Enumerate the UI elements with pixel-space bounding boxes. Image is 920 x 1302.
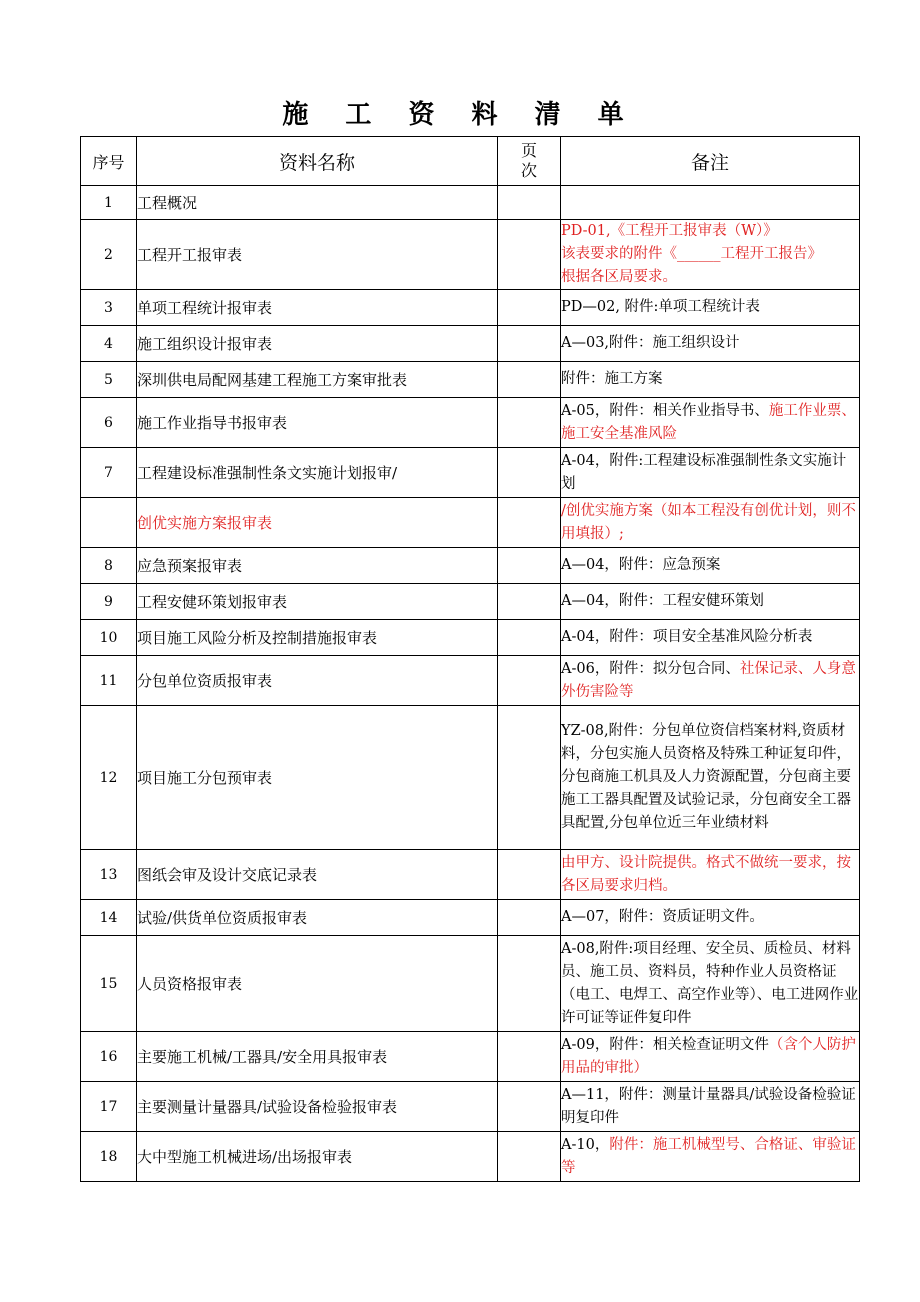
document-name: 单项工程统计报审表 (137, 290, 498, 326)
document-table (80, 136, 860, 1182)
row-number: 5 (81, 362, 137, 398)
row-number: 1 (81, 186, 137, 220)
row-number: 2 (81, 220, 137, 290)
row-number: 15 (81, 936, 137, 1032)
remark-text: A-10， (561, 1136, 610, 1153)
page-count-cell (498, 220, 561, 290)
remark-cell (561, 706, 860, 850)
remark-cell (561, 362, 860, 398)
row-number: 12 (81, 706, 137, 850)
remark-text: A-04，附件:工程建设标准强制性条文实施计划 (561, 452, 847, 492)
document-name: 工程概况 (137, 186, 498, 220)
header-page-b: 次 (520, 161, 537, 180)
remark-cell (561, 850, 860, 900)
header-note: 备注 (561, 137, 860, 186)
remark-cell (561, 1082, 860, 1132)
remark-text: 附件：施工机械型号、合格证、审验证等 (561, 1136, 856, 1176)
page-count-cell (498, 186, 561, 220)
remark-text: 施工作业票、施工安全基准风险 (561, 402, 856, 442)
remark-text: 根据各区局要求。 (561, 269, 677, 285)
document-name: 项目施工分包预审表 (137, 706, 498, 850)
page-count-cell (498, 548, 561, 584)
row-number: 6 (81, 398, 137, 448)
header-page-a: 页 (520, 141, 537, 160)
document-name: 创优实施方案报审表 (137, 498, 498, 548)
document-name: 施工组织设计报审表 (137, 326, 498, 362)
remark-text: PD-01,《工程开工报审表（W）》 (561, 223, 778, 239)
page-count-cell (498, 326, 561, 362)
remark-cell (561, 548, 860, 584)
remark-cell (561, 656, 860, 706)
remark-text: A-06，附件：拟分包合同、 (561, 660, 740, 677)
document-name: 施工作业指导书报审表 (137, 398, 498, 448)
table-row (81, 1132, 860, 1182)
page-count-cell (498, 706, 561, 850)
table-header-row (81, 137, 860, 186)
table-row (81, 936, 860, 1032)
remark-text: A-09，附件：相关检查证明文件 (561, 1036, 769, 1053)
remark-text: A—07，附件：资质证明文件。 (561, 909, 764, 925)
remark-text: A—04，附件：工程安健环策划 (561, 593, 764, 609)
page-count-cell (498, 900, 561, 936)
header-page (498, 137, 561, 186)
remark-cell (561, 1132, 860, 1182)
page-count-cell (498, 620, 561, 656)
remark-cell (561, 1032, 860, 1082)
remark-cell (561, 936, 860, 1032)
row-number (81, 498, 137, 548)
table-row (81, 900, 860, 936)
page-count-cell (498, 1132, 561, 1182)
page-count-cell (498, 290, 561, 326)
row-number: 10 (81, 620, 137, 656)
remark-cell (561, 498, 860, 548)
row-number: 9 (81, 584, 137, 620)
table-row (81, 1082, 860, 1132)
remark-text: A-05，附件：相关作业指导书、 (561, 402, 769, 419)
remark-cell (561, 398, 860, 448)
table-row (81, 220, 860, 290)
page-count-cell (498, 936, 561, 1032)
page-count-cell (498, 1032, 561, 1082)
document-name: 工程建设标准强制性条文实施计划报审/ (137, 448, 498, 498)
table-row (81, 706, 860, 850)
remark-cell (561, 448, 860, 498)
document-name: 应急预案报审表 (137, 548, 498, 584)
remark-text: A—11，附件：测量计量器具/试验设备检验证明复印件 (561, 1086, 856, 1126)
remark-text: A-08,附件:项目经理、安全员、质检员、材料员、施工员、资料员，特种作业人员资格证（电工、电焊工、高空作业等）、电工进网作业许可证等证件复印件 (561, 940, 859, 1026)
table-row (81, 290, 860, 326)
row-number: 3 (81, 290, 137, 326)
remark-cell (561, 290, 860, 326)
remark-cell (561, 900, 860, 936)
page-title: 施 工 资 料 清 单 (282, 100, 638, 130)
remark-text: 社保记录、人身意外伤害险等 (561, 660, 856, 700)
remark-text: （含个人防护用品的审批） (561, 1036, 856, 1076)
remark-cell (561, 186, 860, 220)
document-name: 图纸会审及设计交底记录表 (137, 850, 498, 900)
header-no: 序号 (81, 137, 137, 186)
table-row (81, 548, 860, 584)
remark-text: YZ-08,附件：分包单位资信档案材料,资质材料，分包实施人员资格及特殊工种证复印件，分包商施工机具及人力资源配置，分包商主要施工工器具配置及试验记录，分包商安全工器具配置,分包单位近三年业绩材料 (561, 723, 851, 831)
row-number: 14 (81, 900, 137, 936)
table-row (81, 448, 860, 498)
row-number: 17 (81, 1082, 137, 1132)
table-row (81, 620, 860, 656)
table-row (81, 656, 860, 706)
remark-text: PD—02, 附件:单项工程统计表 (561, 299, 760, 315)
page-count-cell (498, 498, 561, 548)
page-count-cell (498, 398, 561, 448)
document-name: 深圳供电局配网基建工程施工方案审批表 (137, 362, 498, 398)
remark-text: A—03,附件：施工组织设计 (561, 335, 740, 351)
table-body (81, 186, 860, 1182)
remark-text: 附件：施工方案 (561, 371, 663, 387)
header-name: 资料名称 (137, 137, 498, 186)
row-number: 18 (81, 1132, 137, 1182)
table-row (81, 398, 860, 448)
row-number: 4 (81, 326, 137, 362)
row-number: 16 (81, 1032, 137, 1082)
table-row (81, 850, 860, 900)
table-row (81, 362, 860, 398)
page-count-cell (498, 1082, 561, 1132)
remark-text: 由甲方、设计院提供。格式不做统一要求，按各区局要求归档。 (561, 854, 851, 894)
remark-cell (561, 326, 860, 362)
document-name: 分包单位资质报审表 (137, 656, 498, 706)
document-name: 人员资格报审表 (137, 936, 498, 1032)
remark-text: 该表要求的附件《______工程开工报告》 (561, 246, 822, 262)
document-name: 试验/供货单位资质报审表 (137, 900, 498, 936)
document-name: 大中型施工机械进场/出场报审表 (137, 1132, 498, 1182)
page-count-cell (498, 448, 561, 498)
row-number: 7 (81, 448, 137, 498)
document-name: 主要施工机械/工器具/安全用具报审表 (137, 1032, 498, 1082)
remark-cell (561, 620, 860, 656)
page-count-cell (498, 850, 561, 900)
table-row (81, 186, 860, 220)
page-count-cell (498, 656, 561, 706)
table-row (81, 498, 860, 548)
document-name: 项目施工风险分析及控制措施报审表 (137, 620, 498, 656)
remark-text: A-04，附件：项目安全基准风险分析表 (561, 629, 813, 645)
remark-text: A—04，附件：应急预案 (561, 557, 721, 573)
row-number: 13 (81, 850, 137, 900)
page-count-cell (498, 362, 561, 398)
document-name: 工程开工报审表 (137, 220, 498, 290)
remark-text: /创优实施方案（如本工程没有创优计划，则不用填报）; (561, 502, 856, 542)
remark-cell (561, 220, 860, 290)
table-row (81, 326, 860, 362)
row-number: 8 (81, 548, 137, 584)
document-name: 主要测量计量器具/试验设备检验报审表 (137, 1082, 498, 1132)
table-row (81, 1032, 860, 1082)
row-number: 11 (81, 656, 137, 706)
remark-cell (561, 584, 860, 620)
table-row (81, 584, 860, 620)
document-name: 工程安健环策划报审表 (137, 584, 498, 620)
page-count-cell (498, 584, 561, 620)
